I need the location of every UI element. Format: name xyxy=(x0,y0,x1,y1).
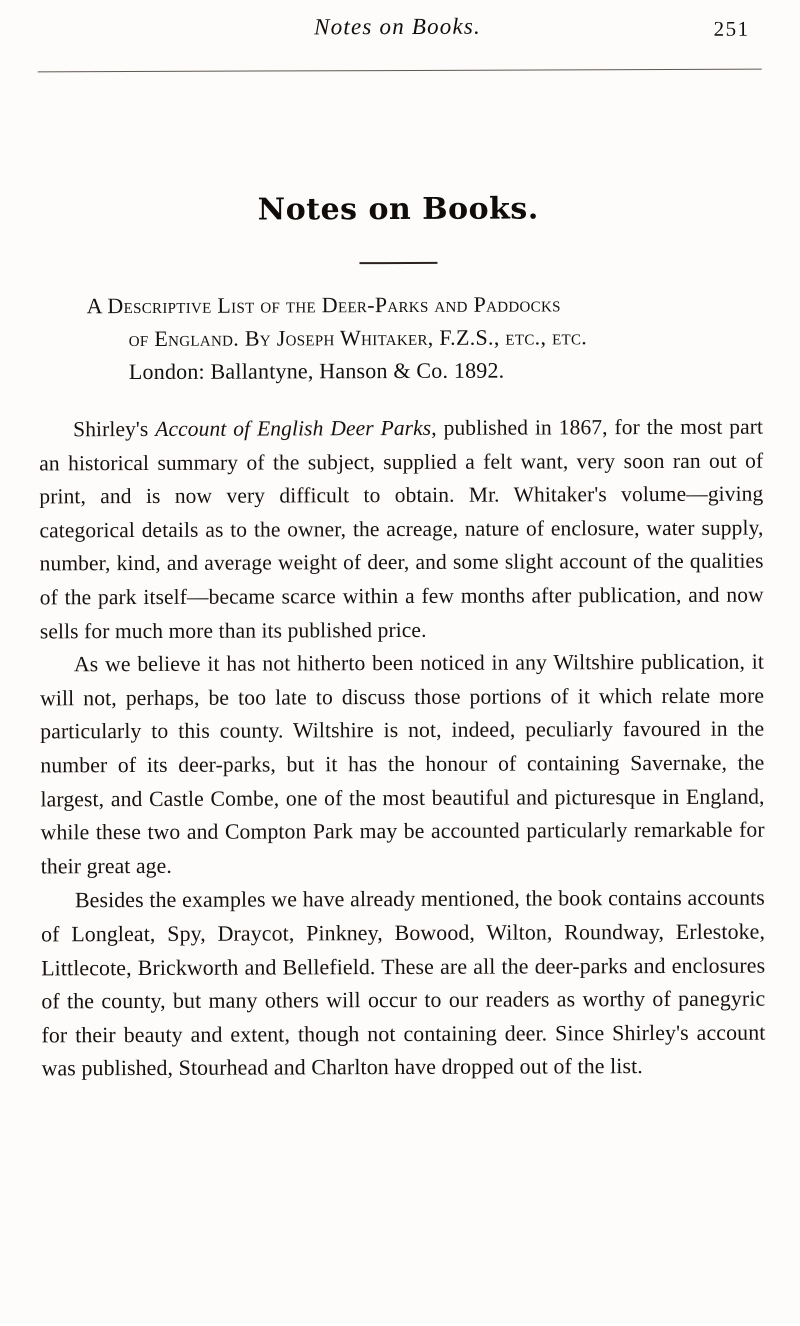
paragraph-1-rest: , published in 1867, for the most part an historical summary of the subject, supplied a felt want, very soon ran out of print, and is now very difficult to obtain. Mr. Whitaker's volume—giving categorical details as to the owner, the acreage, nature of enclosure, water supply, number, kind, and average weight of deer, and some slight account of the qualities of the park itself—became scarce within a few months after publication, and now sells for much more than its published price. xyxy=(39,415,764,643)
citation-line-2: of England. By Joseph Whitaker, F.Z.S., etc., etc. xyxy=(129,320,771,355)
body-text xyxy=(39,411,766,1086)
paragraph-1 xyxy=(39,411,764,649)
paragraph-3-text: Besides the examples we have already mentioned, the book contains accounts of Longleat, Spy, Draycot, Pinkney, Bowood, Wilton, Roundway, Erlestoke, Littlecote, Brickworth and Bellefield. These are all the deer-parks and enclosures of the county, but many others will occur to our readers as worthy of panegyric for their beauty and extent, though not containing deer. Since Shirley's account was published, Stourhead and Charlton have dropped out of the list. xyxy=(41,885,765,1081)
paragraph-1-lead: Shirley's xyxy=(73,417,155,441)
paragraph-3 xyxy=(41,881,766,1085)
page-title-text: Notes on Books. xyxy=(258,191,539,227)
book-title-italic: Account of English Deer Parks xyxy=(155,416,431,441)
citation-line-3: London: Ballantyne, Hanson & Co. 1892. xyxy=(129,353,771,388)
citation-line-1: A Descriptive List of the Deer-Parks and Paddocks xyxy=(87,287,771,323)
paragraph-2-text: As we believe it has not hitherto been noticed in any Wiltshire publication, it will not, perhaps, be too late to discuss those portions of it which relate more particularly to this county. Wiltshire is not, indeed, peculiarly favoured in the number of its deer-parks, but it has the honour of containing Savernake, the largest, and Castle Combe, one of the most beautiful and picturesque in England, while these two and Compton Park may be accounted particularly remarkable for their great age. xyxy=(40,650,765,878)
running-head xyxy=(38,13,758,60)
ornamental-divider xyxy=(359,262,437,264)
page-number: 251 xyxy=(714,17,750,42)
running-head-title: Notes on Books. xyxy=(38,13,758,42)
header-rule xyxy=(38,69,762,73)
page-title xyxy=(0,190,798,228)
paragraph-2 xyxy=(40,646,765,884)
book-citation xyxy=(87,287,771,389)
